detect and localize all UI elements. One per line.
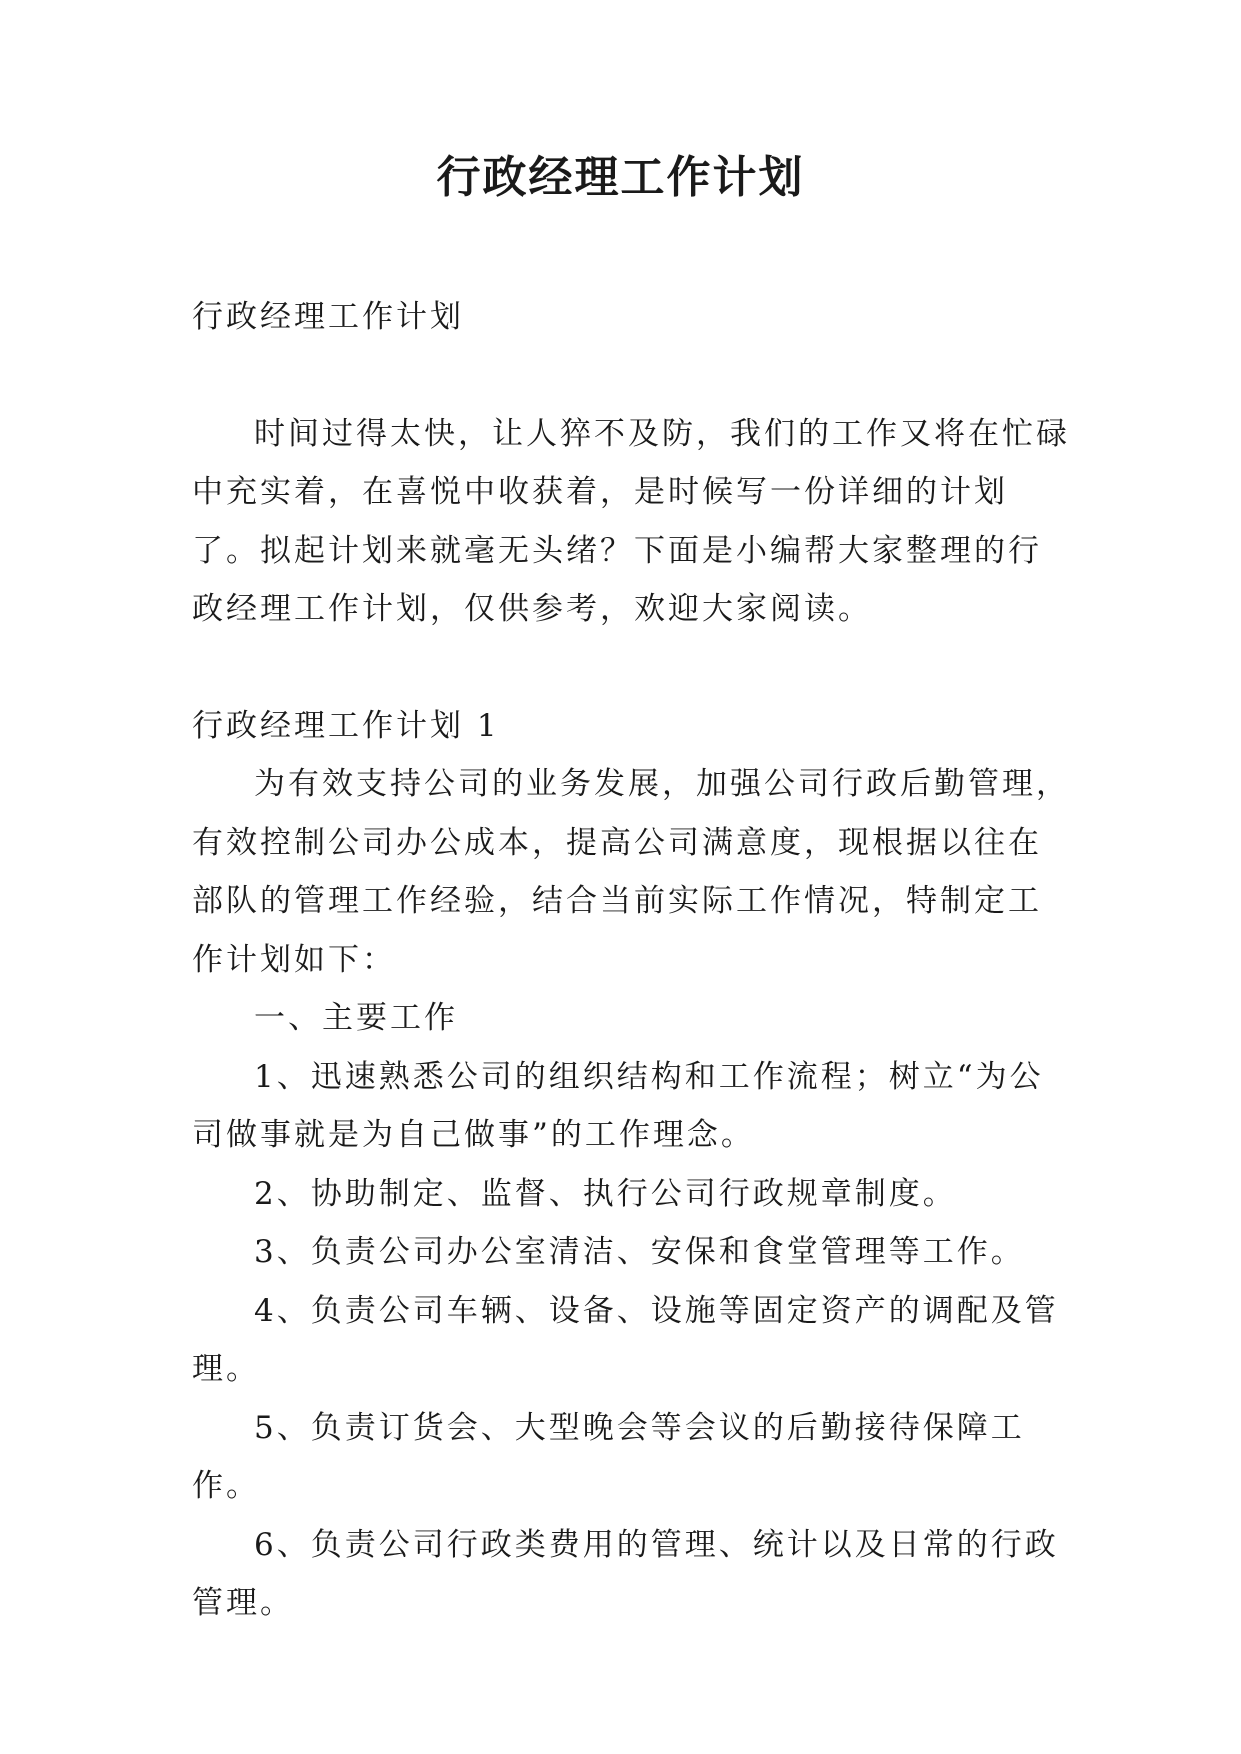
list-item: 5、负责订货会、大型晚会等会议的后勤接待保障工作。 (192, 1409, 1025, 1504)
section-paragraph: 为有效支持公司的业务发展，加强公司行政后勤管理，有效控制公司办公成本，提高公司满意度，现根据以往在部队的管理工作经验，结合当前实际工作情况，特制定工作计划如下： (192, 766, 1070, 978)
list-item: 2、协助制定、监督、执行公司行政规章制度。 (254, 1175, 957, 1212)
intro-paragraph: 时间过得太快，让人猝不及防，我们的工作又将在忙碌中充实着，在喜悦中收获着，是时候写一份详细的计划了。拟起计划来就毫无头绪？下面是小编帮大家整理的行政经理工作计划，仅供参考，欢迎大家阅读。 (192, 415, 1070, 627)
section-heading: 行政经理工作计划 1 (192, 707, 500, 744)
list-item: 3、负责公司办公室清洁、安保和食堂管理等工作。 (254, 1234, 1025, 1270)
subtitle: 行政经理工作计划 (192, 299, 464, 335)
spacer (192, 347, 1072, 405)
list-item: 6、负责公司行政类费用的管理、统计以及日常的行政管理。 (192, 1526, 1059, 1621)
section-subheading: 一、主要工作 (254, 1000, 458, 1036)
document-body (192, 288, 1072, 1633)
document-title: 行政经理工作计划 (436, 152, 805, 203)
list-item: 4、负责公司车辆、设备、设施等固定资产的调配及管理。 (192, 1292, 1059, 1387)
list-item: 1、迅速熟悉公司的组织结构和工作流程；树立“为公司做事就是为自己做事”的工作理念。 (192, 1058, 1044, 1153)
spacer (192, 639, 1072, 697)
